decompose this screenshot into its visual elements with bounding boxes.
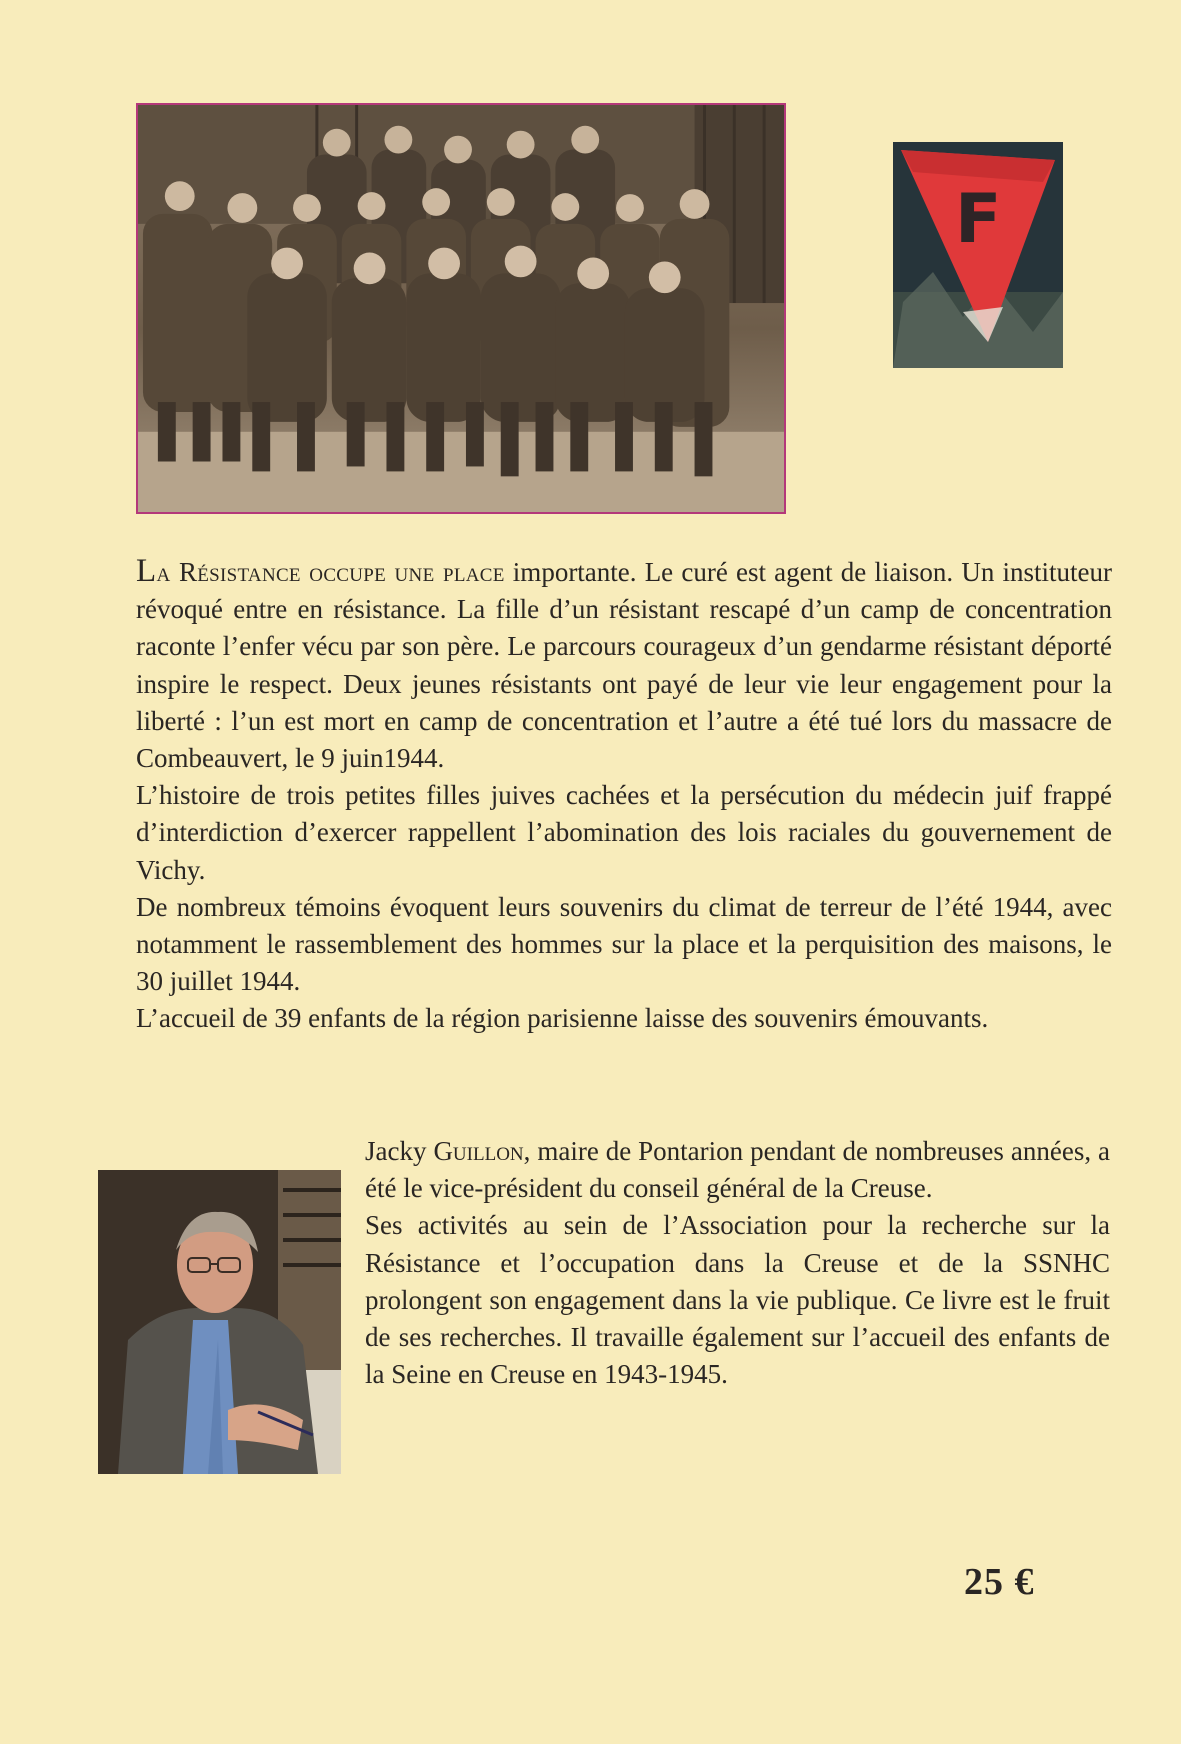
author-surname: Guillon [433, 1136, 524, 1166]
price-label: 25 € [964, 1561, 1035, 1603]
author-paragraph-2: Ses activités au sein de l’Association pour la recherche sur la Résistance et l’occupation dans la Creuse et de la SSNHC prolongent son engagement dans la vie publique. Ce livre est le fruit de ses recherches. Il travaille également sur l’accueil des enfants de la Seine en Creuse en 1943-1945. [365, 1210, 1110, 1390]
author-first-name: Jacky [365, 1136, 427, 1166]
lead-initial: L [136, 553, 157, 589]
main-paragraph-4: L’accueil de 39 enfants de la région parisienne laisse des souvenirs émouvants. [136, 1003, 989, 1034]
main-description [136, 553, 1112, 1038]
main-paragraph-3: De nombreux témoins évoquent leurs souvenirs du climat de terreur de l’été 1944, avec notamment le rassemblement des hommes sur la place et la perquisition des maisons, le 30 juillet 1944. [136, 891, 1112, 997]
lead-small-caps [136, 553, 505, 589]
author-photo [98, 1170, 341, 1474]
red-triangle-badge-photo [893, 142, 1063, 368]
author-paragraph-1-text: , maire de Pontarion pendant de nombreuses années, a été le vice-président du conseil général de la Creuse. [365, 1136, 1111, 1204]
badge-letter: F [955, 180, 1002, 259]
main-paragraph-2: L’histoire de trois petites filles juives cachées et la persécution du médecin juif frappé d’interdiction d’exercer rappellent l’abomination des lois raciales du gouvernement de Vichy. [136, 780, 1112, 885]
lead-caps-text: a Résistance occupe une place [156, 557, 505, 587]
main-paragraph-1 [136, 553, 1112, 777]
paragraph-1-text: importante. Le curé est agent de liaison. Un instituteur révoqué entre en résistance. La fille d’un résistant rescapé d’un camp de concentration raconte l’enfer vécu par son père. Le parcours courageux d’un gendarme résistant déporté inspire le respect. Deux jeunes résistants ont payé de leur vie leur engagement pour la liberté : l’un est mort en camp de concentration et l’autre a été tué lors du massacre de Combeauvert, le 9 juin1944. [136, 557, 1112, 774]
group-photo [136, 103, 786, 514]
author-bio [365, 1133, 1110, 1393]
author-paragraph-1 [365, 1133, 1110, 1207]
